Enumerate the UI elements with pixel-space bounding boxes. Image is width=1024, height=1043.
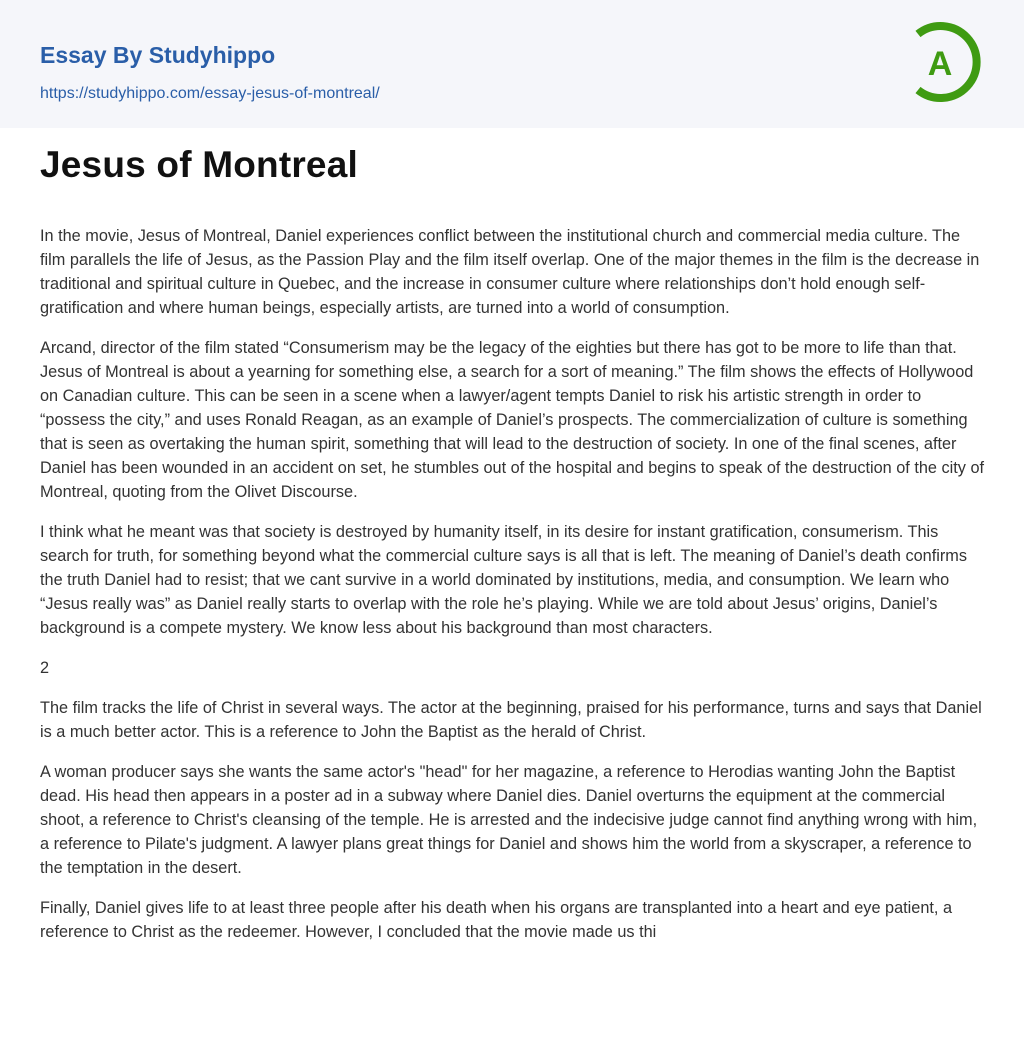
paragraph: A woman producer says she wants the same actor's "head" for her magazine, a reference to Herodias wanting John the Baptist dead. His head then appears in a poster ad in a subway where Daniel dies. Daniel overturns the equipment at the commercial shoot, a reference to Christ's cleansing of the temple. He is arrested and the indecisive judge cannot find anything wrong with him, a reference to Pilate's judgment. A lawyer plans great things for Daniel and shows him the world from a skyscraper, a reference to the temptation in the desert. xyxy=(40,763,978,877)
paragraph: The film tracks the life of Christ in several ways. The actor at the beginning, praised for his performance, turns and says that Daniel is a much better actor. This is a reference to John the Baptist as the herald of Christ. xyxy=(40,699,982,741)
paragraph: Arcand, director of the film stated “Consumerism may be the legacy of the eighties but there has got to be more to life than that. Jesus of Montreal is about a yearning for something else, a search for a sort of meaning.” The film shows the effects of Hollywood on Canadian culture. This can be seen in a scene when a lawyer/agent tempts Daniel to risk his artistic strength in order to “possess the city,” and uses Ronald Reagan, as an example of Daniel’s prospects. The commercialization of culture is something that is seen as overtaking the human spirit, something that will lead to the destruction of society. In one of the final scenes, after Daniel has been wounded in an accident on set, he stumbles out of the hospital and begins to speak of the destruction of the city of Montreal, quoting from the Olivet Discourse. xyxy=(40,339,985,501)
paragraph: Finally, Daniel gives life to at least three people after his death when his organs are transplanted into a heart and eye patient, a reference to Christ as the redeemer. However, I concluded that the movie made us thi xyxy=(40,899,953,941)
page-number: 2 xyxy=(40,659,50,677)
essay-body xyxy=(40,224,988,960)
svg-text:A: A xyxy=(927,45,953,83)
studyhippo-logo-icon[interactable] xyxy=(906,18,990,106)
paragraph: I think what he meant was that society is destroyed by humanity itself, in its desire for instant gratification, consumerism. This search for truth, for something beyond what the commercial culture says is all that is left. The meaning of Daniel’s death confirms the truth Daniel had to resist; that we cant survive in a world dominated by institutions, media, and consumption. We learn who “Jesus really was” as Daniel really starts to overlap with the role he’s playing. While we are told about Jesus’ origins, Daniel’s background is a compete mystery. We know less about his background than most characters. xyxy=(40,523,967,637)
paragraph: In the movie, Jesus of Montreal, Daniel experiences conflict between the institutional church and commercial media culture. The film parallels the life of Jesus, as the Passion Play and the film itself overlap. One of the major themes in the film is the decrease in traditional and spiritual culture in Quebec, and the increase in consumer culture where relationships don’t hold enough self-gratification and where human beings, especially artists, are turned into a world of consumption. xyxy=(40,227,980,317)
essay-url-link[interactable]: https://studyhippo.com/essay-jesus-of-montreal/ xyxy=(40,85,380,102)
brand-name: Essay By Studyhippo xyxy=(40,42,276,68)
page-title: Jesus of Montreal xyxy=(40,144,358,185)
site-header xyxy=(0,0,1024,128)
